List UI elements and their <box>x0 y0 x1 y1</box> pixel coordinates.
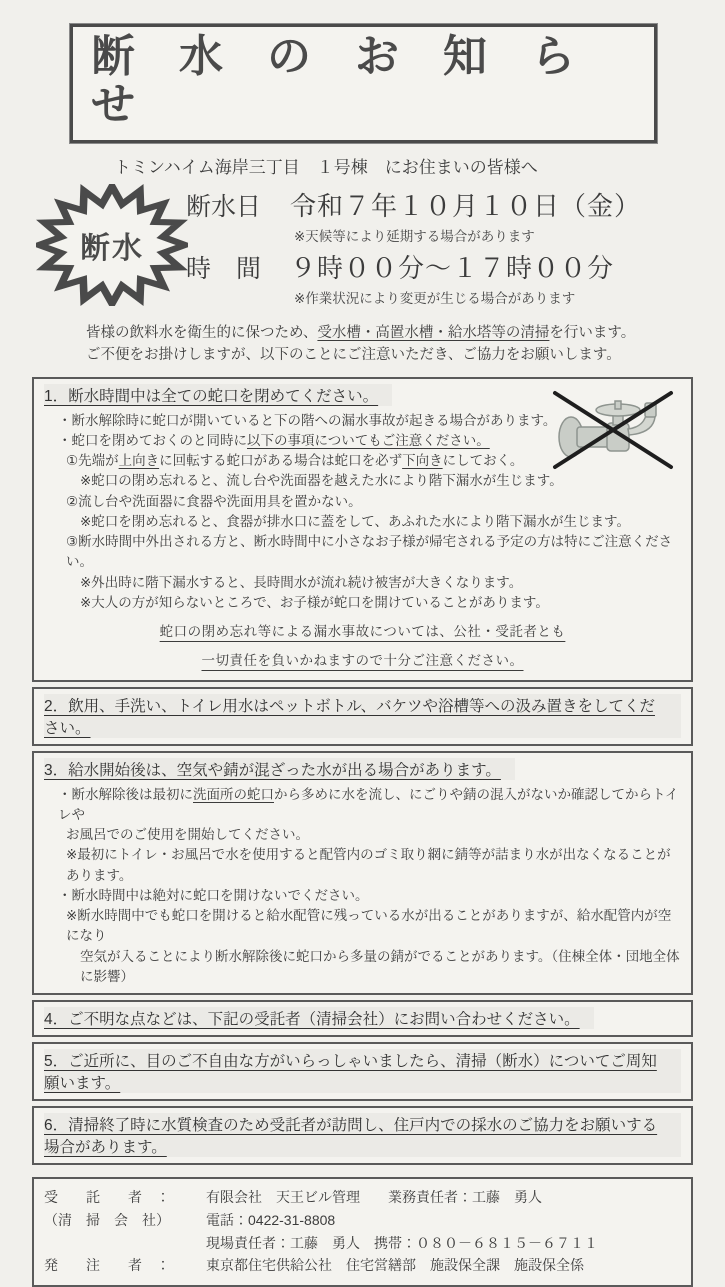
cleaning-company-label: （清 掃 会 社） <box>44 1211 170 1228</box>
section-6-water-quality-check <box>32 1106 693 1165</box>
outage-time-value: ９時００分～１７時００分 <box>290 252 615 283</box>
section-1-note-2: ※蛇口を閉め忘れると、食器が排水口に蓋をして、あふれた水により階下漏水が生じます。 <box>80 513 630 529</box>
outage-date-value: 令和７年１０月１０日（金） <box>290 190 642 221</box>
section-1-bullet-1: ・断水解除時に蛇口が開いていると下の階への漏水事故が起きる場合があります。 <box>58 412 557 428</box>
section-1-note-3: ※外出時に階下漏水すると、長時間水が流れ続け被害が大きくなります。 <box>80 574 523 590</box>
section-1-note-1: ※蛇口の閉め忘れると、流し台や洗面器を越えた水により階下漏水が生じます。 <box>80 473 563 489</box>
contractor-label: 受 託 者 ： <box>44 1189 170 1206</box>
phone-value: 電話：0422-31-8808 <box>206 1211 336 1228</box>
orderer-label: 発 注 者 ： <box>44 1257 170 1274</box>
intro-line1-underline: 受水槽・高置水槽・給水塔等の清掃 <box>317 324 550 341</box>
s1-b2-pre: ・蛇口を閉めておくのと同時に <box>58 432 247 448</box>
burst-label: 断水 <box>80 231 144 265</box>
cleaning-company-row <box>44 1209 681 1232</box>
site-manager-value: 現場責任者：工藤 勇人 携帯：０８０－６８１５－６７１１ <box>206 1234 598 1251</box>
contact-footer-box <box>32 1177 693 1287</box>
crossed-out-faucet-icon <box>549 389 677 471</box>
outage-date-row <box>186 186 697 223</box>
section-3-note-2a: ※断水時間中でも蛇口を開けると給水配管に残っている水が出ることがありますが、給水配管内が空になり <box>66 908 672 944</box>
addressee-line: トミンハイム海岸三丁目 １号棟 にお住まいの皆様へ <box>114 157 538 177</box>
section-3-rusty-water <box>32 751 693 996</box>
section-1-note-4: ※大人の方が知らないところで、お子様が蛇口を開けていることがあります。 <box>80 594 549 610</box>
intro-paragraph <box>86 322 697 367</box>
section-3-heading: 3．給水開始後は、空気や錆が混ざった水が出る場合があります。 <box>44 758 515 780</box>
s1-c1-down: 下向き <box>402 453 443 469</box>
title-box <box>70 24 657 143</box>
outage-time-label: 時 間 <box>186 254 262 283</box>
intro-line-1 <box>86 322 697 344</box>
intro-line1-pre: 皆様の飲料水を衛生的に保つため、 <box>86 324 318 341</box>
s3-b1-underline: 洗面所の蛇口 <box>193 786 274 802</box>
section-1-heading: 1．断水時間中は全ての蛇口を閉めてください。 <box>44 384 392 406</box>
outage-date-label: 断水日 <box>186 192 262 221</box>
orderer-row <box>44 1254 681 1277</box>
section-6-heading: 6．清掃終了時に水質検査のため受託者が訪問し、住戸内での採水のご協力をお願いする場合があります。 <box>44 1113 681 1157</box>
s3-b1-pre: ・断水解除後は最初に <box>58 786 193 802</box>
section-5-notify-neighbors <box>32 1042 693 1101</box>
schedule-block <box>28 186 697 308</box>
outage-date-note: ※天候等により延期する場合があります <box>294 228 535 244</box>
section-1-warning-line-2: 一切責任を負いかねますので十分ご注意ください。 <box>201 653 524 669</box>
contractor-value: 有限会社 天王ビル管理 業務責任者：工藤 勇人 <box>206 1189 542 1206</box>
section-1-warning-line-1: 蛇口の閉め忘れ等による漏水事故については、公社・受託者とも <box>159 624 566 640</box>
water-outage-burst-icon <box>36 184 188 306</box>
section-3-bullet-1-cont: お風呂でのご使用を開始してください。 <box>66 827 309 843</box>
section-2-heading: 2．飲用、手洗い、トイレ用水はペットボトル、バケツや浴槽等への汲み置きをしてください。 <box>44 694 681 738</box>
section-1-close-faucets <box>32 377 693 682</box>
section-5-heading: 5．ご近所に、目のご不自由な方がいらっしゃいましたら、清掃（断水）についてご周知願います。 <box>44 1049 681 1093</box>
outage-time-note: ※作業状況により変更が生じる場合があります <box>294 290 576 306</box>
section-3-note-1: ※最初にトイレ・お風呂で水を使用すると配管内のゴミ取り網に錆等が詰まり水が出なくなることがあります。 <box>66 847 671 883</box>
page-title: 断 水 の お 知 ら せ <box>91 32 619 130</box>
s1-b2-underline: 以下の事項についてもご注意ください。 <box>247 432 490 448</box>
s1-c1-mid: に回転する蛇口がある場合は蛇口を必ず <box>159 453 403 469</box>
s3-b1-post: から多めに水を流し、にごりや錆の混入がないか確認してからトイレや <box>58 786 679 822</box>
section-3-note-2b: 空気が入ることにより断水解除後に蛇口から多量の錆がでることがあります。（住棟全体・団地全体に影響） <box>80 948 680 984</box>
s1-c1-pre: ①先端が <box>66 453 119 469</box>
section-4-heading: 4．ご不明な点などは、下記の受託者（清掃会社）にお問い合わせください。 <box>44 1007 594 1029</box>
intro-line-2: ご不便をお掛けしますが、以下のことにご注意いただき、ご協力をお願いします。 <box>86 347 621 364</box>
section-3-bullet-2: ・断水時間中は絶対に蛇口を開けないでください。 <box>58 887 369 903</box>
section-3-bullet-1 <box>44 785 681 826</box>
schedule-rows <box>186 186 697 310</box>
section-4-inquiries <box>32 1000 693 1037</box>
section-2-store-water <box>32 687 693 746</box>
site-manager-row <box>44 1232 681 1255</box>
orderer-value: 東京都住宅供給公社 住宅営繕部 施設保全課 施設保全係 <box>206 1257 584 1274</box>
section-1-item-2: ②流し台や洗面器に食器や洗面用具を置かない。 <box>66 493 362 509</box>
intro-line1-post: を行います。 <box>549 324 636 341</box>
outage-time-row <box>186 248 697 285</box>
s1-c1-post: にしておく。 <box>442 453 524 469</box>
site-manager-label <box>44 1232 206 1255</box>
section-1-item-3: ③断水時間中外出される方と、断水時間中に小さなお子様が帰宅される予定の方は特にご注意ください。 <box>66 534 673 570</box>
s1-c1-up: 上向き <box>118 453 160 469</box>
contractor-row <box>44 1186 681 1209</box>
